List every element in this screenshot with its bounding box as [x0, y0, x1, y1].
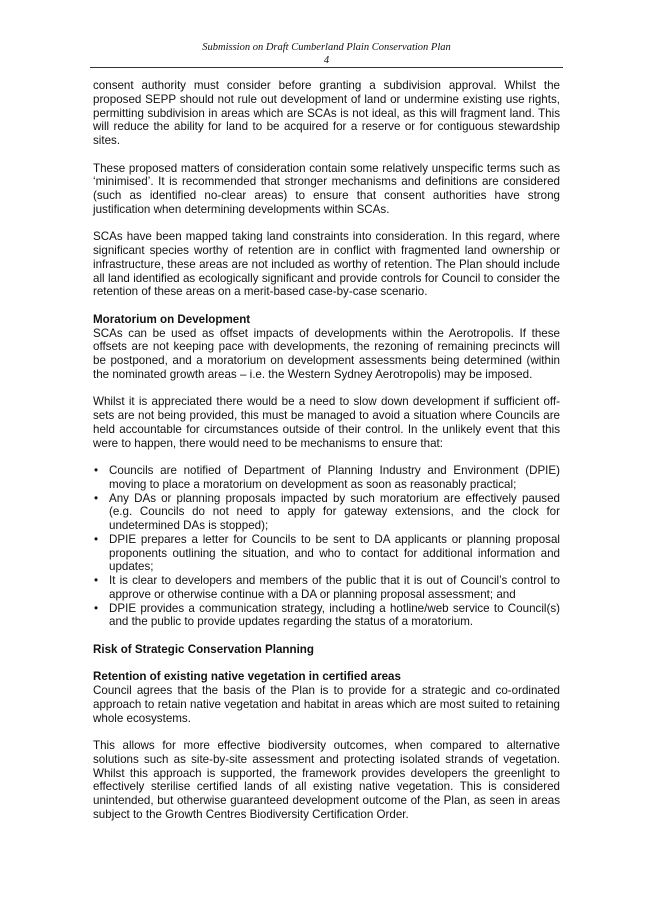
heading-retention-native-vegetation: Retention of existing native vegetation in certified areas: [93, 670, 401, 684]
page-header: [90, 42, 563, 67]
paragraph-slow-down-development: Whilst it is appreciated there would be a need to slow down development if sufficient off-sets are not being provided, this must be managed to avoid a situation where Councils are held accountable for circumstances outside of their control. In the unlikely event that this were to happen, there would need to be mechanisms to ensure that:: [93, 395, 560, 450]
paragraph-biodiversity-outcomes: This allows for more effective biodiversity outcomes, when compared to alternative solutions such as site-by-site assessment and protecting isolated strands of vegetation. Whilst this approach is supported, the framework provides developers the greenlight to effectively sterilise certified lands of all existing native vegetation. This is considered unintended, but otherwise guaranteed development outcome of the Plan, as seen in areas subject to the Growth Centres Biodiversity Certification Order.: [93, 739, 560, 821]
list-item: [93, 492, 560, 533]
heading-moratorium: Moratorium on Development: [93, 312, 251, 326]
bullet-icon: •: [94, 532, 99, 546]
paragraph-subdivision: consent authority must consider before granting a subdivision approval. Whilst the proposed SEPP should not rule out development of land or undermine existing use rights, permitting subdivision in areas which are SCAs is not ideal, as this will fragment land. This will reduce the ability for land to be acquired for a reserve or for contiguous stewardship sites.: [93, 79, 560, 147]
bullet-icon: •: [94, 464, 99, 477]
list-item-text: Any DAs or planning proposals impacted by such moratorium are effectively paused (e.g. Councils do not need to apply for gateway extensions, and the clock for undetermined DAs is stopped);: [109, 491, 560, 532]
paragraph-sca-mapping: SCAs have been mapped taking land constraints into consideration. In this regard, where significant species worthy of retention are in conflict with fragmented land ownership or infrastructure, these areas are not included as worthy of retention. The Plan should include all land identified as ecologically significant and provide controls for Council to consider the retention of these areas on a merit-based case-by-case scenario.: [93, 230, 560, 299]
bullet-icon: •: [94, 601, 99, 615]
list-item: [93, 464, 560, 492]
list-item-text: It is clear to developers and members of the public that it is out of Council’s control to approve or otherwise continue with a DA or planning proposal assessment; and: [109, 574, 560, 601]
document-body: [93, 79, 560, 835]
header-page-number: 4: [323, 54, 330, 66]
list-item: [93, 602, 560, 630]
list-item: [93, 533, 560, 574]
header-divider: [90, 67, 563, 68]
list-item-text: DPIE prepares a letter for Councils to be sent to DA applicants or planning proposal proponents outlining the situation, and who to contact for additional information and updates;: [109, 532, 560, 574]
list-item-text: DPIE provides a communication strategy, including a hotline/web service to Council(s) and the public to provide updates regarding the status of a moratorium.: [109, 601, 560, 629]
heading-risk-strategic-conservation: Risk of Strategic Conservation Planning: [93, 642, 314, 656]
paragraph-council-agrees: Council agrees that the basis of the Plan is to provide for a strategic and co-ordinated approach to retain native vegetation and habitat in areas which are most suited to retaining whole ecosystems.: [93, 684, 560, 725]
list-item-text: Councils are notified of Department of Planning Industry and Environment (DPIE) moving to place a moratorium on development as soon as reasonably practical;: [109, 464, 560, 491]
list-item: [93, 574, 560, 602]
bullet-icon: •: [94, 491, 99, 505]
header-title: Submission on Draft Cumberland Plain Conservation Plan: [202, 42, 451, 53]
paragraph-sca-offsets: SCAs can be used as offset impacts of developments within the Aerotropolis. If these offsets are not keeping pace with developments, the rezoning of remaining precincts will be postponed, and a moratorium on development assessments being determined (within the nominated growth areas – i.e. the Western Sydney Aerotropolis) may be imposed.: [93, 326, 560, 381]
bullet-icon: •: [94, 574, 99, 587]
moratorium-mechanisms-list: [93, 464, 560, 629]
paragraph-matters-of-consideration: These proposed matters of consideration contain some relatively unspecific terms such as ‘minimised’. It is recommended that stronger mechanisms and definitions are considered (such as identified no-clear areas) to ensure that consent authorities have strong justification when determining developments within SCAs.: [93, 161, 560, 216]
